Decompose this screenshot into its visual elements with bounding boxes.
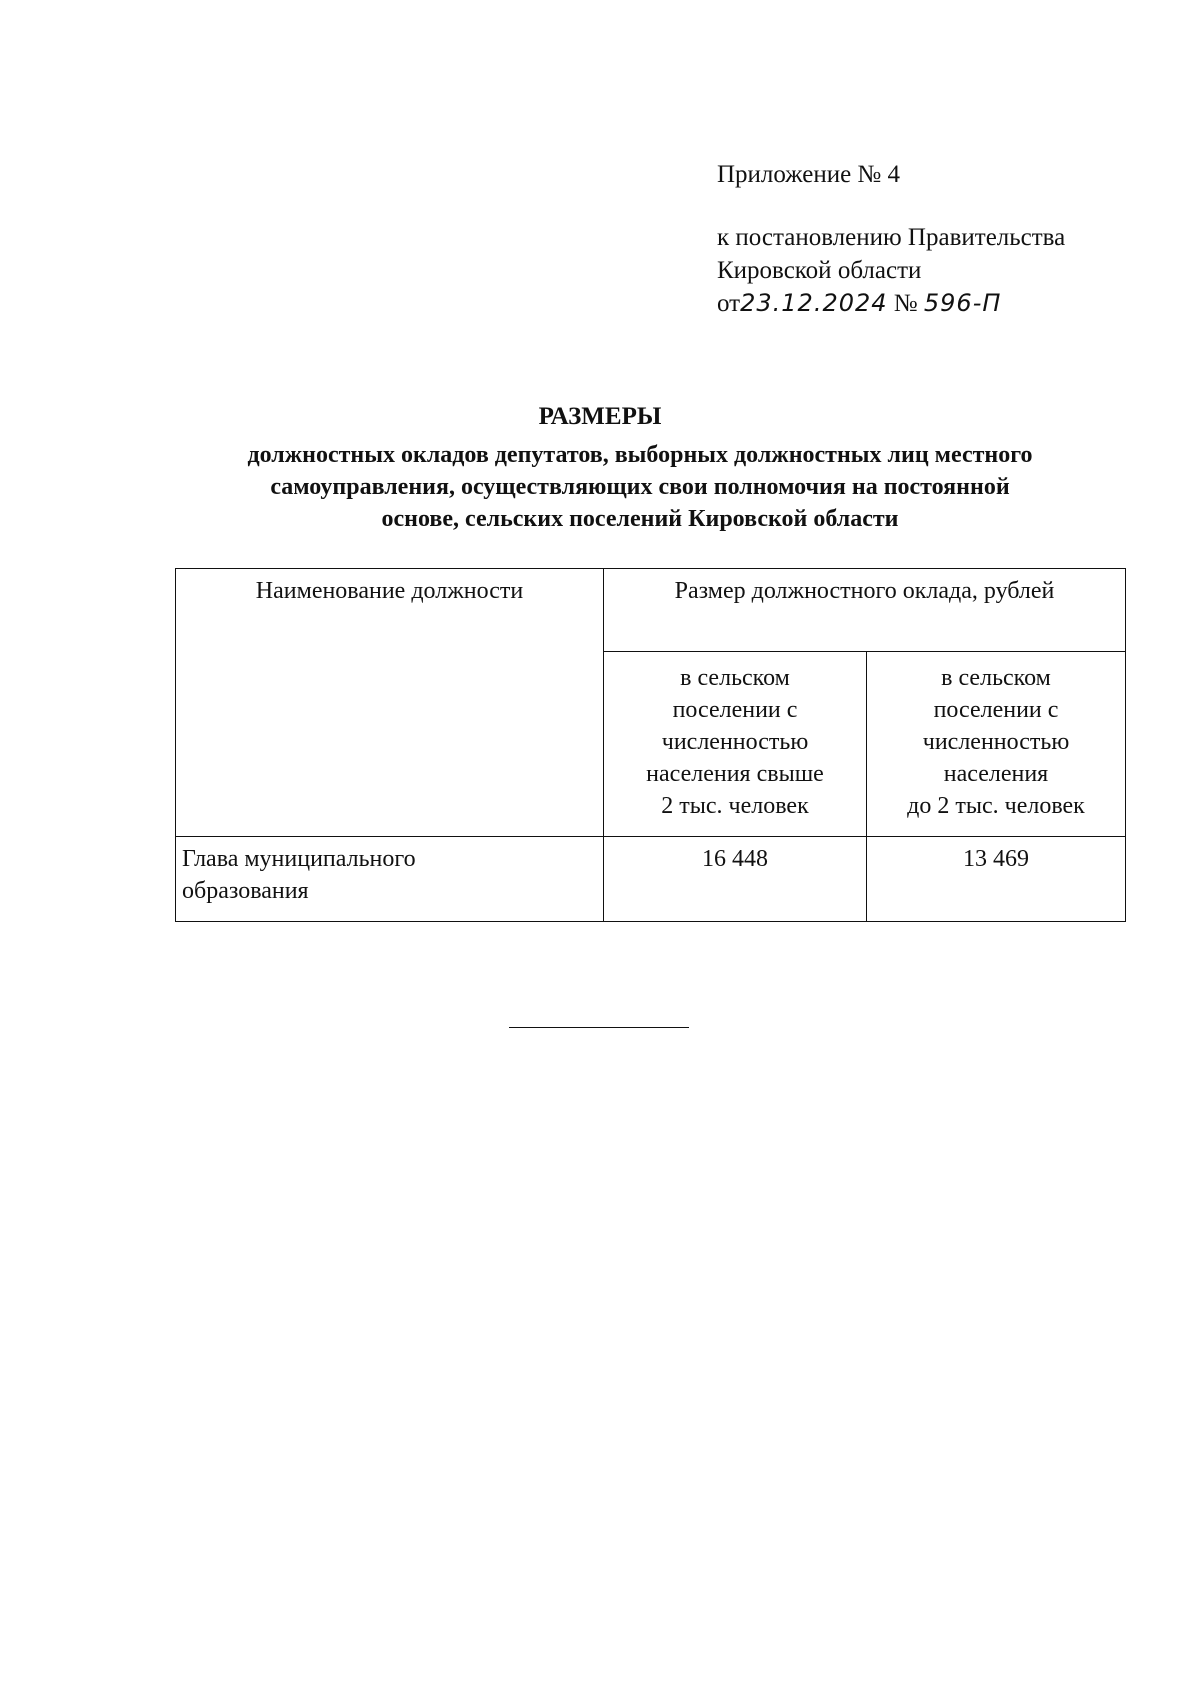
- subtitle-line: самоуправления, осуществляющих свои полномочия на постоянной: [270, 474, 1010, 500]
- subtitle-line: основе, сельских поселений Кировской области: [381, 506, 899, 532]
- appendix-date-line: [717, 287, 1065, 320]
- subheader-line: до 2 тыс. человек: [907, 793, 1085, 819]
- subheader-line: численностью: [922, 729, 1070, 755]
- subheader-over-2k: [604, 652, 867, 837]
- subheader-line: населения свыше: [646, 761, 824, 787]
- subheader-line: в сельском: [941, 665, 1051, 691]
- date-prefix: от: [717, 290, 741, 317]
- subheader-line: поселении с: [933, 697, 1059, 723]
- header-position: Наименование должности: [255, 578, 524, 604]
- end-divider: [509, 1027, 689, 1028]
- header-salary: Размер должностного оклада, рублей: [674, 578, 1055, 604]
- subheader-line: в сельском: [680, 665, 790, 691]
- position-cell: [176, 837, 604, 922]
- appendix-region-line: Кировской области: [717, 257, 922, 284]
- number-prefix: №: [893, 290, 918, 317]
- subheader-line: поселении с: [672, 697, 798, 723]
- handwritten-date: 23.12.2024: [740, 289, 888, 317]
- subheader-line: населения: [943, 761, 1049, 787]
- value-under-2k: 13 469: [867, 837, 1126, 922]
- position-line: Глава муниципального: [182, 846, 416, 872]
- handwritten-number: 596-П: [923, 289, 1002, 317]
- table-header-row: [176, 569, 1126, 652]
- header-position-cell: [176, 569, 604, 837]
- appendix-number: Приложение № 4: [717, 161, 901, 188]
- value-over-2k: 16 448: [604, 837, 867, 922]
- subheader-line: 2 тыс. человек: [661, 793, 809, 819]
- appendix-block: [717, 158, 1065, 320]
- document-title: РАЗМЕРЫ: [538, 403, 662, 430]
- appendix-to-line: к постановлению Правительства: [717, 224, 1066, 251]
- salary-table: [175, 568, 1126, 922]
- table-row: [176, 837, 1126, 922]
- position-line: образования: [182, 878, 309, 904]
- subtitle-line: должностных окладов депутатов, выборных должностных лиц местного: [247, 442, 1033, 468]
- document-subtitle: [170, 439, 1110, 535]
- header-salary-cell: [604, 569, 1126, 652]
- subheader-under-2k: [867, 652, 1126, 837]
- subheader-line: численностью: [661, 729, 809, 755]
